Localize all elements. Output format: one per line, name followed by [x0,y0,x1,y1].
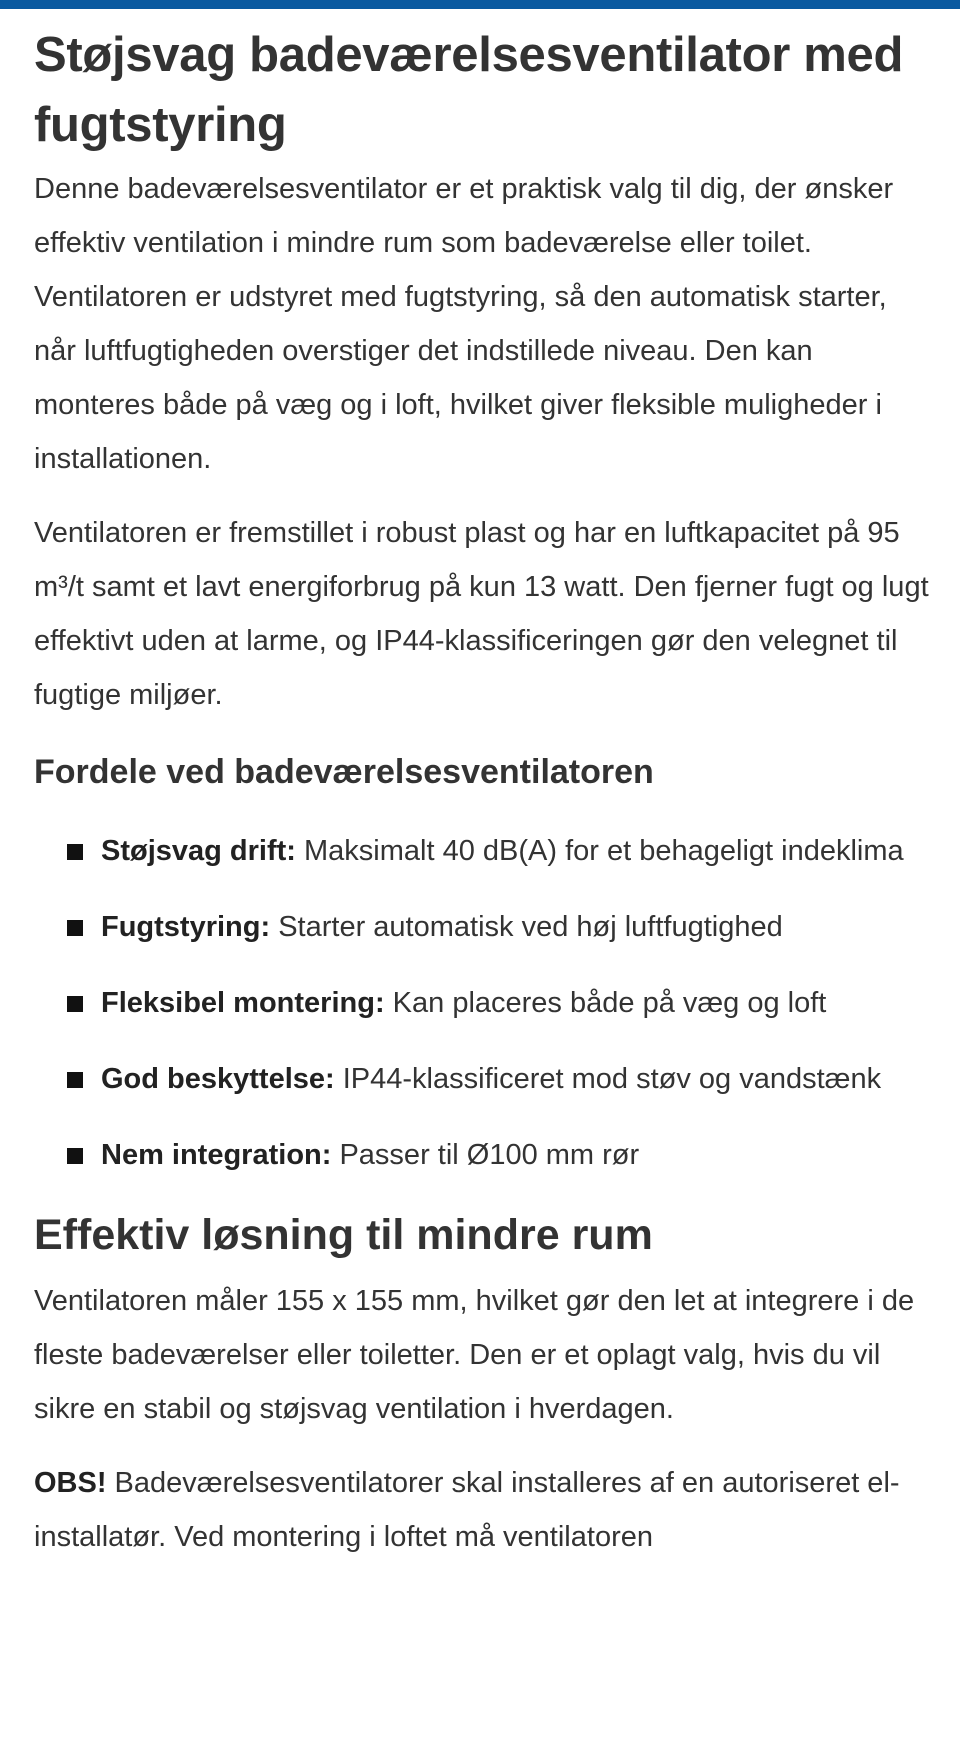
obs-note [34,1456,934,1564]
list-item [34,1052,934,1106]
square-bullet-icon [67,920,83,936]
square-bullet-icon [67,1072,83,1088]
benefit-text: IP44-klassificeret mod støv og vandstænk [334,1063,882,1095]
list-item [34,976,934,1030]
benefit-label: Fleksibel montering: [101,987,385,1019]
benefit-label: Fugtstyring: [101,911,271,943]
benefit-text: Maksimalt 40 dB(A) for et behageligt indeklima [295,835,904,867]
list-item [34,1128,934,1182]
square-bullet-icon [67,844,83,860]
benefit-label: God beskyttelse: [101,1063,335,1095]
specs-paragraph: Ventilatoren er fremstillet i robust plast og har en luftkapacitet på 95 m³/t samt et lavt energiforbrug på kun 13 watt. Den fjerner fugt og lugt effektivt uden at larme, og IP44-klassificeringen gør den velegnet til fugtige miljøer. [34,517,929,711]
benefit-text: Passer til Ø100 mm rør [331,1139,640,1171]
intro-paragraph: Denne badeværelsesventilator er et praktisk valg til dig, der ønsker effektiv ventilation i mindre rum som badeværelse eller toilet. Ventilatoren er udstyret med fugtstyring, så den automatisk starter, når luftfugtigheden overstiger det indstillede niveau. Den kan monteres både på væg og i loft, hvilket giver fleksible muligheder i installationen. [34,173,894,475]
section-heading: Effektiv løsning til mindre rum [34,1211,653,1259]
page-title: Støjsvag badeværelsesventilator med fugtstyring [34,28,904,152]
benefits-list [34,824,934,1182]
square-bullet-icon [67,996,83,1012]
list-item [34,900,934,954]
benefit-text: Kan placeres både på væg og loft [384,987,827,1019]
top-accent-bar [0,0,960,9]
benefit-label: Nem integration: [101,1139,332,1171]
benefit-label: Støjsvag drift: [101,835,296,867]
section-paragraph: Ventilatoren måler 155 x 155 mm, hvilket gør den let at integrere i de fleste badeværelser eller toiletter. Den er et oplagt valg, hvis du vil sikre en stabil og støjsvag ventilation i hverdagen. [34,1285,915,1425]
article-content [34,20,934,1564]
benefits-heading: Fordele ved badeværelsesventilatoren [34,753,654,791]
list-item [34,824,934,878]
benefit-text: Starter automatisk ved høj luftfugtighed [270,911,783,943]
obs-text: Badeværelsesventilatorer skal installeres af en autoriseret el-installatør. Ved montering i loftet må ventilatoren [34,1467,900,1553]
square-bullet-icon [67,1148,83,1164]
obs-label: OBS! [34,1467,107,1499]
